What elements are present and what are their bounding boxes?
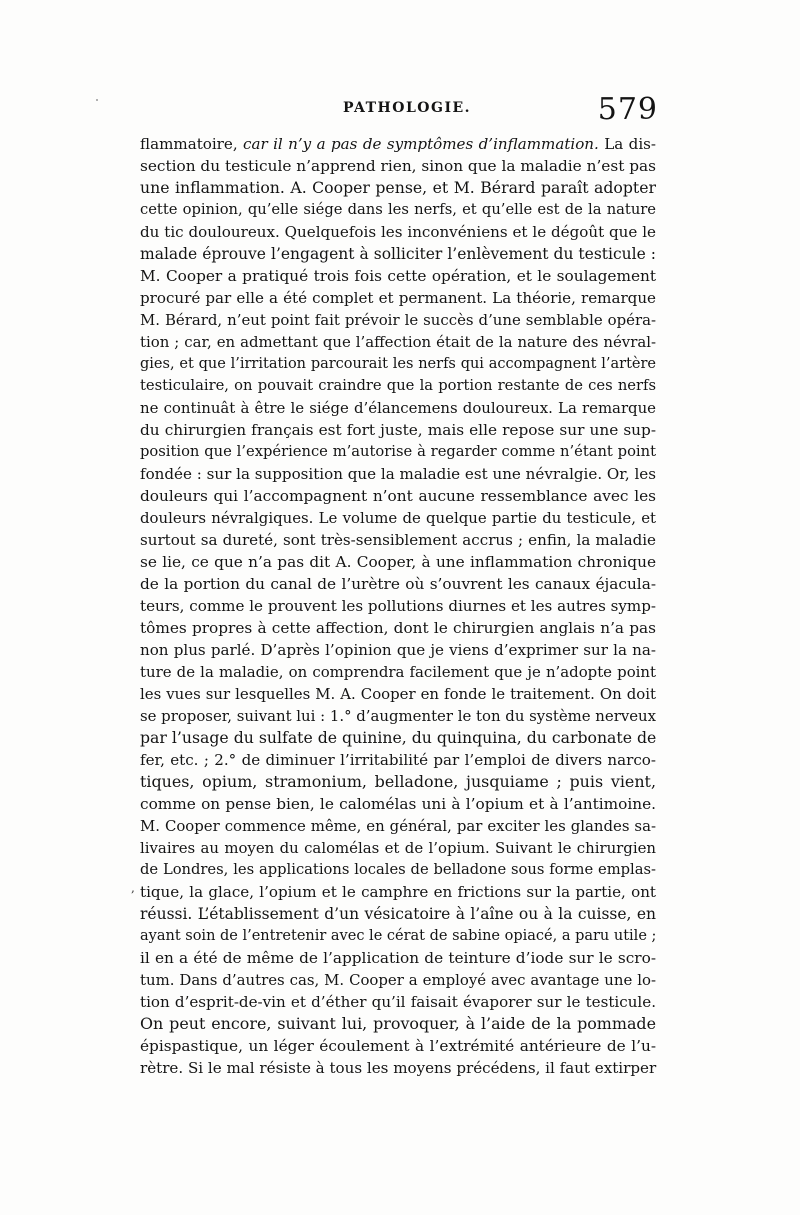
page-number: 579 <box>597 92 658 127</box>
italic-phrase: car il n’y a pas de symptômes d’inflammation. <box>243 135 599 153</box>
text-line: M. Cooper a pratiqué trois fois cette opération, et le soulagement <box>140 267 656 285</box>
running-title: PATHOLOGIE. <box>343 100 472 116</box>
text-line: réussi. L’établissement d’un vésicatoire à l’aîne ou à la cuisse, en <box>140 905 656 923</box>
text-line: livaires au moyen du calomélas et de l’opium. Suivant le chirurgien <box>140 839 656 857</box>
text-line: ne continuât à être le siége d’élancemens douloureux. La remarque <box>140 399 656 417</box>
text-line: cette opinion, qu’elle siége dans les nerfs, et qu’elle est de la nature <box>140 201 656 218</box>
text-line: M. Bérard, n’eut point fait prévoir le succès d’une semblable opéra- <box>140 311 656 329</box>
running-head <box>138 92 658 132</box>
text-line: section du testicule n’apprend rien, sinon que la maladie n’est pas <box>140 157 656 175</box>
text-line: tique, la glace, l’opium et le camphre en frictions sur la partie, ont <box>140 883 656 901</box>
text-line: On peut encore, suivant lui, provoquer, à l’aide de la pommade <box>140 1014 656 1033</box>
margin-mark: , <box>131 881 135 895</box>
text-line: se proposer, suivant lui : 1.° d’augmenter le ton du système nerveux <box>140 707 657 725</box>
text-line: teurs, comme le prouvent les pollutions diurnes et les autres symp- <box>140 597 656 615</box>
text-line: du chirurgien français est fort juste, mais elle repose sur une sup- <box>140 421 656 439</box>
text-line: par l’usage du sulfate de quinine, du quinquina, du carbonate de <box>140 728 657 747</box>
text-line: une inflammation. A. Cooper pense, et M. Bérard paraît adopter <box>140 178 656 197</box>
text-line: du tic douloureux. Quelquefois les inconvéniens et le dégoût que le <box>140 223 656 241</box>
text-line: malade éprouve l’engagent à solliciter l’enlèvement du testicule : <box>140 245 656 263</box>
text-line: tômes propres à cette affection, dont le chirurgien anglais n’a pas <box>140 619 656 637</box>
text-line: procuré par elle a été complet et permanent. La théorie, remarque <box>140 289 656 307</box>
text-line: position que l’expérience m’autorise à regarder comme n’étant point <box>140 443 656 460</box>
text-line: gies, et que l’irritation parcourait les nerfs qui accompagnent l’artère <box>140 356 656 372</box>
text-line: comme on pense bien, le calomélas uni à l’opium et à l’antimoine. <box>140 795 656 813</box>
text-line: ture de la maladie, on comprendra facilement que je n’adopte point <box>140 663 656 681</box>
text-line: testiculaire, on pouvait craindre que la portion restante de ces nerfs <box>140 377 656 394</box>
body-text <box>140 133 656 1079</box>
text-line: les vues sur lesquelles M. A. Cooper en fonde le traitement. On doit <box>140 685 656 703</box>
text-line: de Londres, les applications locales de belladone sous forme emplas- <box>140 861 656 878</box>
text-line: il en a été de même de l’application de teinture d’iode sur le scro- <box>140 949 656 967</box>
text-line: flammatoire, car il n’y a pas de symptômes d’inflammation. La dis- <box>140 135 656 153</box>
text-line: ayant soin de l’entretenir avec le cérat de sabine opiacé, a paru utile ; <box>140 928 657 944</box>
text-line: fondée : sur la supposition que la maladie est une névralgie. Or, les <box>140 465 656 483</box>
text-line: se lie, ce que n’a pas dit A. Cooper, à une inflammation chronique <box>140 553 656 571</box>
text-line: douleurs névralgiques. Le volume de quelque partie du testicule, et <box>140 509 656 527</box>
text-line: tion ; car, en admettant que l’affection était de la nature des névral- <box>140 333 656 351</box>
text-line: de la portion du canal de l’urètre où s’ouvrent les canaux éjacula- <box>140 575 656 593</box>
text-line: tum. Dans d’autres cas, M. Cooper a employé avec avantage une lo- <box>140 971 656 989</box>
text-line: tiques, opium, stramonium, belladone, jusquiame ; puis vient, <box>140 772 656 791</box>
text-line: tion d’esprit-de-vin et d’éther qu’il faisait évaporer sur le testicule. <box>140 993 656 1011</box>
text-line: surtout sa dureté, sont très-sensiblement accrus ; enfin, la maladie <box>140 531 656 549</box>
ink-speck <box>96 99 98 101</box>
text-line: M. Cooper commence même, en général, par exciter les glandes sa- <box>140 817 656 835</box>
text-line: fer, etc. ; 2.° de diminuer l’irritabilité par l’emploi de divers narco- <box>140 751 656 769</box>
text-line: épispastique, un léger écoulement à l’extrémité antérieure de l’u- <box>140 1037 656 1055</box>
text-line: non plus parlé. D’après l’opinion que je viens d’exprimer sur la na- <box>140 641 656 659</box>
text-line: rètre. Si le mal résiste à tous les moyens précédens, il faut extirper <box>140 1059 657 1077</box>
text-line: douleurs qui l’accompagnent n’ont aucune ressemblance avec les <box>140 487 656 505</box>
